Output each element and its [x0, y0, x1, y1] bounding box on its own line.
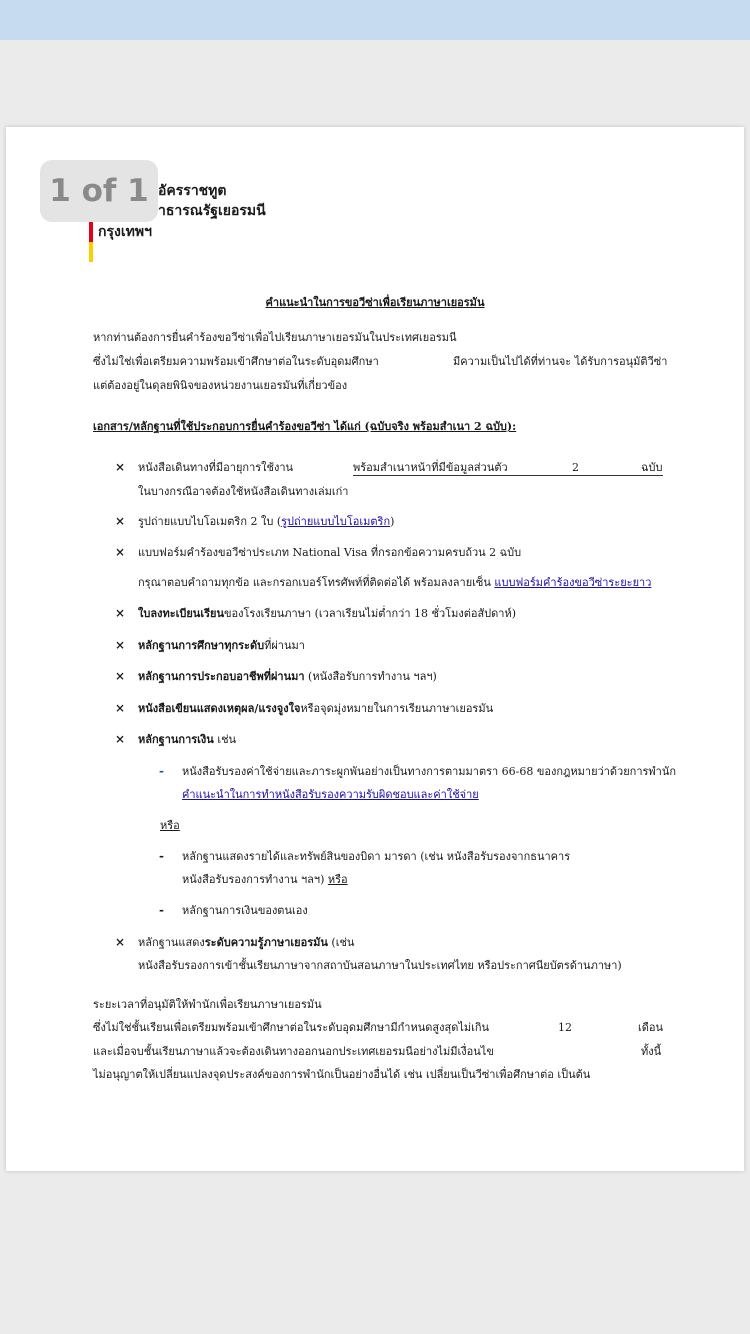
passport-copy-text: พร้อมสำเนาหน้าที่มีข้อมูลส่วนตัว — [353, 461, 508, 474]
dash-bullet-icon: - — [159, 849, 164, 863]
passport-copy-count: 2 — [572, 461, 579, 474]
embassy-city: กรุงเทพฯ — [98, 224, 152, 240]
finance-item: หลักฐานการเงิน เช่น — [138, 733, 237, 746]
duration-months: 12 — [558, 1021, 572, 1034]
photo-item: รูปถ่ายแบบไบโอเมตริก 2 ใบ (รูปถ่ายแบบไบโอเมตริก) — [138, 515, 395, 528]
intro-line-3: แต่ต้องอยู่ในดุลยพินิจของหน่วยงานเยอรมันที่เกี่ยวข้อง — [93, 379, 348, 392]
liability-guide-link[interactable]: คำแนะนำในการทำหนังสือรับรองความรับผิดชอบและค่าใช้จ่าย — [182, 788, 479, 801]
dash-bullet-icon: - — [159, 903, 164, 917]
cross-bullet-icon: × — [115, 935, 126, 949]
embassy-name-line1: อัครราชทูต — [158, 183, 227, 199]
embassy-name-line2: าธารณรัฐเยอรมนี — [158, 203, 266, 219]
cross-bullet-icon: × — [115, 638, 126, 652]
form-instructions: กรุณาตอบคำถามทุกข้อ และกรอกเบอร์โทรศัพท์ที่ติดต่อได้ พร้อมลงลายเซ็น แบบฟอร์มคำร้องขอวีซ่าระยะยาว — [138, 576, 652, 589]
duration-line-3b: ทั้งนี้ — [641, 1045, 662, 1058]
passport-copy-unit: ฉบับ — [641, 461, 663, 474]
language-item-detail: หนังสือรับรองการเข้าชั้นเรียนภาษาจากสถาบันสอนภาษาในประเทศไทย หรือประกาศนียบัตรด้านภาษา) — [138, 959, 622, 972]
dash-bullet-icon: - — [159, 764, 164, 778]
duration-unit: เดือน — [638, 1021, 664, 1034]
language-item: หลักฐานแสดงระดับความรู้ภาษาเยอรมัน (เช่น — [138, 936, 355, 949]
cross-bullet-icon: × — [115, 606, 126, 620]
intro-line-2a: ซึ่งไม่ใช่เพื่อเตรียมความพร้อมเข้าศึกษาต่อในระดับอุดมศึกษา — [93, 355, 379, 368]
finance-sub-1: หนังสือรับรองค่าใช้จ่ายและภาระผูกพันอย่างเป็นทางการตามมาตรา 66-68 ของกฎหมายว่าด้วยการพำนัก — [182, 765, 677, 778]
flag-stripe — [89, 222, 93, 262]
biometric-photo-link[interactable]: รูปถ่ายแบบไบโอเมตริก — [281, 515, 391, 528]
cross-bullet-icon: × — [115, 514, 126, 528]
documents-heading: เอกสาร/หลักฐานที่ใช้ประกอบการยื่นคำร้องขอวีซ่า ได้แก่ (ฉบับจริง พร้อมสำเนา 2 ฉบับ): — [93, 420, 517, 433]
intro-line-2b: มีความเป็นไปได้ที่ท่านจะ ได้รับการอนุมัติวีซ่า — [453, 355, 668, 368]
cross-bullet-icon: × — [115, 460, 126, 474]
document-title: คำแนะนำในการขอวีซ่าเพื่อเรียนภาษาเยอรมัน — [265, 296, 485, 309]
duration-line-3a: และเมื่อจบชั้นเรียนภาษาแล้วจะต้องเดินทางออกนอกประเทศเยอรมนีอย่างไม่มีเงื่อนไข — [93, 1045, 494, 1058]
finance-sub-3: หลักฐานการเงินของตนเอง — [182, 904, 308, 917]
finance-sub-2b: หนังสือรับรองการทำงาน ฯลฯ) หรือ — [182, 873, 348, 886]
passport-note: ในบางกรณีอาจต้องใช้หนังสือเดินทางเล่มเก่า — [138, 485, 349, 498]
cross-bullet-icon: × — [115, 669, 126, 683]
enrollment-item: ใบลงทะเบียนเรียนของโรงเรียนภาษา (เวลาเรียนไม่ต่ำกว่า 18 ชั่วโมงต่อสัปดาห์) — [138, 607, 517, 620]
page-indicator: 1 of 1 — [40, 160, 158, 222]
status-bar — [0, 0, 750, 40]
education-item: หลักฐานการศึกษาทุกระดับที่ผ่านมา — [138, 639, 305, 652]
cross-bullet-icon: × — [115, 732, 126, 746]
or-separator-1: หรือ — [160, 819, 180, 832]
form-item: แบบฟอร์มคำร้องขอวีซ่าประเภท National Visa ที่กรอกข้อความครบถ้วน 2 ฉบับ — [138, 546, 522, 559]
cross-bullet-icon: × — [115, 545, 126, 559]
duration-line-4: ไม่อนุญาตให้เปลี่ยนแปลงจุดประสงค์ของการพำนักเป็นอย่างอื่นได้ เช่น เปลี่ยนเป็นวีซ่าเพื่อศึกษาต่อ เป็นต้น — [93, 1068, 591, 1081]
passport-underline — [353, 475, 663, 476]
finance-sub-2: หลักฐานแสดงรายได้และทรัพย์สินของบิดา มารดา (เช่น หนังสือรับรองจากธนาคาร — [182, 850, 571, 863]
long-term-visa-form-link[interactable]: แบบฟอร์มคำร้องขอวีซ่าระยะยาว — [494, 576, 652, 589]
motivation-item: หนังสือเขียนแสดงเหตุผล/แรงจูงใจหรือจุดมุ่งหมายในการเรียนภาษาเยอรมัน — [138, 702, 494, 715]
cross-bullet-icon: × — [115, 701, 126, 715]
intro-line-1: หากท่านต้องการยื่นคำร้องขอวีซ่าเพื่อไปเรียนภาษาเยอรมันในประเทศเยอรมนี — [93, 331, 457, 344]
duration-line-2a: ซึ่งไม่ใช่ชั้นเรียนเพื่อเตรียมพร้อมเข้าศึกษาต่อในระดับอุดมศึกษามีกำหนดสูงสุดไม่เกิน — [93, 1021, 490, 1034]
work-item: หลักฐานการประกอบอาชีพที่ผ่านมา (หนังสือรับการทำงาน ฯลฯ) — [138, 670, 437, 683]
passport-text: หนังสือเดินทางที่มีอายุการใช้งาน — [138, 461, 294, 474]
duration-line-1: ระยะเวลาที่อนุมัติให้พำนักเพื่อเรียนภาษาเยอรมัน — [93, 998, 322, 1011]
